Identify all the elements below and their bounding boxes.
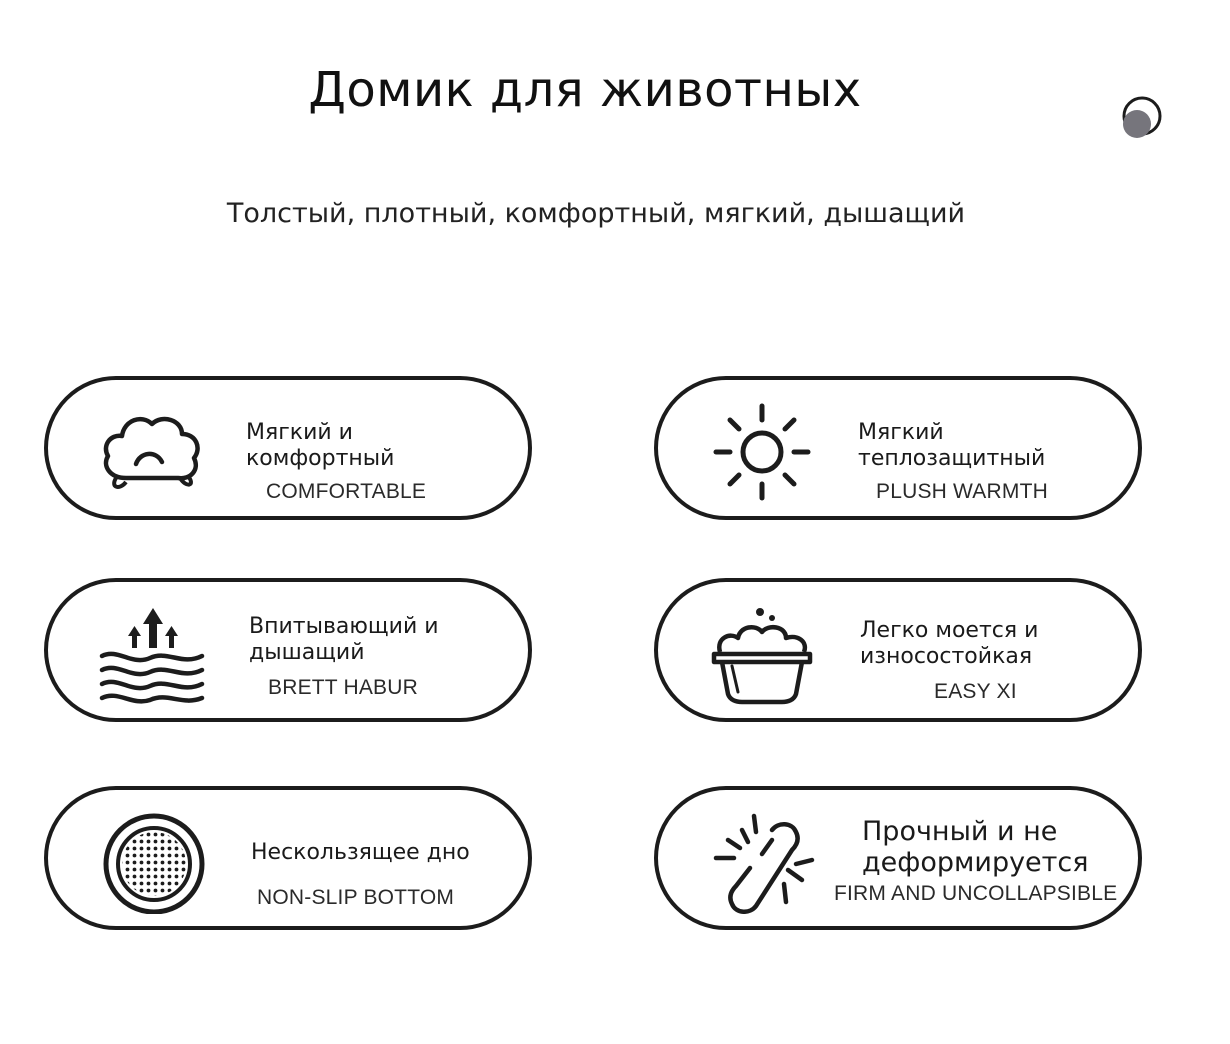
- page-title: Домик для животных: [308, 62, 862, 118]
- feature-label: Впитывающий и дышащий: [249, 614, 439, 665]
- feature-label-en: PLUSH WARMTH: [876, 480, 1048, 503]
- feature-label: Прочный и не деформируется: [862, 816, 1089, 878]
- feature-label: Нескользящее дно: [251, 840, 470, 865]
- feature-label: Мягкий и комфортный: [246, 420, 395, 471]
- feature-card-non-slip: [44, 786, 532, 930]
- breathable-waves-icon: [96, 602, 208, 706]
- feature-label-en: BRETT HABUR: [268, 676, 418, 699]
- sun-icon: [706, 400, 818, 504]
- wash-basin-icon: [706, 602, 818, 706]
- feature-label: Мягкий теплозащитный: [858, 420, 1046, 471]
- feature-label: Легко моется и износостойкая: [860, 618, 1039, 669]
- feature-label-en: NON-SLIP BOTTOM: [257, 886, 455, 909]
- non-slip-dots-icon: [96, 810, 208, 914]
- feature-label-en: EASY XI: [934, 680, 1017, 703]
- feature-card-breathable: [44, 578, 532, 722]
- sturdy-bar-icon: [706, 810, 818, 914]
- page-subtitle: Толстый, плотный, комфортный, мягкий, дышащий: [226, 198, 966, 229]
- toggle-circle-icon[interactable]: [1118, 94, 1164, 142]
- cloud-sheep-icon: [96, 400, 208, 504]
- feature-label-en: COMFORTABLE: [266, 480, 427, 503]
- feature-label-en: FIRM AND UNCOLLAPSIBLE: [834, 882, 1118, 905]
- feature-card-firm: [654, 786, 1142, 930]
- feature-card-easy-wash: [654, 578, 1142, 722]
- feature-card-comfortable: [44, 376, 532, 520]
- feature-card-warmth: [654, 376, 1142, 520]
